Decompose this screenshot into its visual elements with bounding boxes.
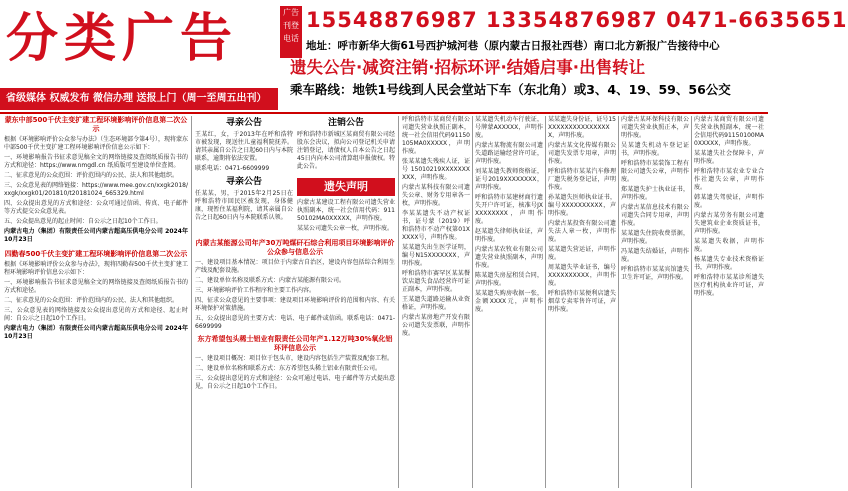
notice-paragraph: 内蒙古某科技有限公司遗失公章、财务专用章各一枚，声明作废。: [402, 184, 470, 207]
column-6: [621, 116, 689, 488]
notice-paragraph: 某某遗失社会保障卡，声明作废。: [694, 150, 764, 165]
notice-paragraph: 三、环境影响评价工作程序和主要工作内容。: [195, 287, 316, 294]
notice-paragraph: 呼和浩特市某农业专业合作社遗失公章，声明作废。: [694, 168, 764, 191]
notice-paragraph: 刘某某遗失教师资格证，证号2019XXXXXXXX，声明作废。: [475, 168, 543, 191]
notice-paragraph: 郑某遗失护士执业证书，声明作废。: [621, 186, 689, 201]
notice-paragraph: 某某遗失住院收费票据，声明作废。: [621, 230, 689, 245]
notice-paragraph: 赵某遗失律师执业证，声明作废。: [475, 228, 543, 243]
notice-paragraph: 二、建设单位名称和联系方式：东方希望包头稀土铝业有限责任公司。: [195, 365, 382, 372]
notice-paragraph: 根据《环境影响评价公众参与办法》，现将四勤春500千伏主变扩建工程环境影响评价信息公示如下：: [4, 261, 188, 276]
notice-heading: 注销公告: [327, 118, 364, 128]
notice-block: [195, 116, 293, 175]
notice-paragraph: 内蒙古某文化传媒有限公司遗失发票专用章，声明作废。: [548, 142, 616, 165]
column-1: [4, 116, 188, 488]
notice-paragraph: 五、公众提出意见的起止时间：自公示之日起10个工作日。: [4, 218, 162, 225]
notice-paragraph: 某某公司遗失公章一枚，声明作废。: [297, 225, 394, 232]
column-divider: [191, 116, 192, 488]
notice-heading: 四勤春500千伏主变扩建工程环境影响评价信息第二次公示: [4, 250, 188, 258]
notice-paragraph: 呼和浩特市某某汽车修理厂遗失税务登记证，声明作废。: [548, 168, 616, 191]
notice-paragraph: 一、建设项目基本情况：项目位于内蒙古自治区，建设内容包括综合利用生产线及配套设施。: [195, 259, 395, 274]
notice-paragraph: 一、环境影响报告书征求意见稿全文的网络链接及查阅纸质报告书的方式和途径。: [4, 279, 188, 294]
notice-paragraph: 内蒙古某房地产开发有限公司遗失发票联，声明作废。: [402, 314, 470, 337]
notice-paragraph: 韩某遗失驾驶证，声明作废。: [694, 194, 764, 209]
notice-paragraph: 呼和浩特市赛罕区某某餐饮店遗失食品经营许可证正副本，声明作废。: [402, 270, 470, 293]
side-box-line: 电话: [283, 34, 299, 43]
side-box-line: 刊登: [283, 21, 299, 30]
notice-paragraph: 李某某遗失不动产权证书，证号蒙（2019）呼和浩特市不动产权第01XXXXX号，声明作废。: [402, 210, 470, 241]
notice-paragraph: 五、公众提出意见的主要方式：电话、电子邮件或信函。联系电话：0471-6699999: [195, 315, 395, 330]
notice-heading: 东方希望包头稀土铝业有限责任公司年产1.12万吨30%氧化铝环评信息公示: [197, 335, 393, 352]
notice-paragraph: 呼和浩特市某某宾馆遗失卫生许可证，声明作废。: [621, 266, 689, 281]
notice-paragraph: 呼和浩特市新城区某商贸有限公司经股东会决议，拟向公司登记机关申请注销登记，请债权人自本公告之日起45日内向本公司清算组申报债权。特此公告。: [297, 131, 395, 170]
notice-paragraph: 某某遗失身份证，证号15XXXXXXXXXXXXXXXX，声明作废。: [548, 116, 616, 139]
notice-paragraph: 四、公众提出意见的方式和途径：公众可通过信函、传真、电子邮件等方式提交公众意见表。: [4, 200, 188, 215]
notice-heading: 寻亲公告: [225, 177, 262, 187]
notice-paragraph: 根据《环境影响评价公众参与办法》（生态环境部令第4号），现将蒙东中部500千伏主变扩建工程环境影响评价信息公示如下：: [4, 136, 188, 151]
notice-paragraph: 联系电话：0471-6609999: [195, 165, 270, 172]
brand-tagline: 省级媒体 权威发布 微信办理 送报上门（周一至周五出刊）: [0, 88, 278, 110]
column-2: [195, 116, 395, 488]
notice-heading: 寻亲公告: [225, 118, 262, 128]
column-divider: [691, 116, 692, 488]
notice-paragraph: 任某某，男，于2015年2月25日在呼和浩特市回民区被发现，身体健康，现暂住某福利院，请其亲属自公告之日起60日内与本院联系认领。: [195, 190, 293, 221]
notice-paragraph: 周某遗失毕业证书，编号XXXXXXXXXX，声明作废。: [548, 264, 616, 287]
notice-paragraph: 某某遗失营运证，声明作废。: [548, 246, 616, 261]
notice-paragraph: 一、建设项目概况：项目位于包头市，建设内容包括生产装置及配套工程。: [195, 355, 394, 362]
notice-paragraph: 陈某遗失房屋租赁合同，声明作废。: [475, 272, 543, 287]
column-divider: [472, 116, 473, 488]
column-divider: [618, 116, 619, 488]
masthead: [0, 0, 848, 114]
notice-paragraph: 三、公众意见表的网络链接：https://www.mee.gov.cn/xxgk2018/xxgk/xxgk01/201810/t20181024_665329.html: [4, 182, 188, 197]
column-7: [694, 116, 764, 488]
column-divider: [398, 116, 399, 488]
notice-paragraph: 三、公众提出意见的方式和途径：公众可通过电话、电子邮件等方式提出意见，自公示之日起10个工作日。: [195, 375, 395, 390]
notice-paragraph: 呼和浩特市某建材商行遗失开户许可证，核准号JXXXXXXXXX，声明作废。: [475, 194, 543, 225]
bus-route: 乘车路线：地铁1号线到人民会堂站下车（东北角）或3、4、19、59、56公交: [290, 82, 731, 97]
lost-statement-banner: 遗失声明: [297, 178, 395, 196]
notice-heading: 内蒙古某能源公司年产30万吨煤矸石综合利用项目环境影响评价公众参与信息公示: [195, 239, 395, 256]
notice-paragraph: 某某遗失出生医学证明，编号N15XXXXXXX，声明作废。: [402, 244, 470, 267]
notice-paragraph: 内蒙古某物流有限公司遗失道路运输经营许可证，声明作废。: [475, 142, 543, 165]
notice-paragraph: 内蒙古某投资有限公司遗失法人章一枚，声明作废。: [548, 220, 616, 243]
notice-block: [195, 175, 293, 235]
side-box: [280, 6, 302, 58]
notice-paragraph: 冯某遗失结婚证，声明作废。: [621, 248, 689, 263]
notice-paragraph: 内蒙古某商贸有限公司遗失营业执照副本，统一社会信用代码91150100MA0XXXXX，声明作废。: [694, 116, 764, 147]
notice-paragraph: 二、征求意见的公众范围：评价范围内的公民、法人和其他组织。: [4, 297, 179, 304]
notice-heading: 蒙东中部500千伏主变扩建工程环境影响评价信息第二次公示: [4, 116, 188, 133]
notice-paragraph: 呼和浩特市某某诊所遗失医疗机构执业许可证，声明作废。: [694, 274, 764, 297]
notice-paragraph: 吴某遗失机动车登记证书，声明作废。: [621, 142, 689, 157]
notice-paragraph: 呼和浩特市某便利店遗失烟草专卖零售许可证，声明作废。: [548, 290, 616, 313]
notice-signature: 内蒙古电力（集团）有限责任公司内蒙古超高压供电分公司 2024年10月23日: [4, 228, 188, 243]
notice-paragraph: 二、建设单位名称及联系方式：内蒙古某能源有限公司。: [195, 277, 346, 284]
notice-paragraph: 孙某遗失医师执业证书，编号XXXXXXXXXX，声明作废。: [548, 194, 616, 217]
column-3: [402, 116, 470, 488]
column-4: [475, 116, 543, 488]
notice-paragraph: 王某遗失道路运输从业资格证，声明作废。: [402, 296, 470, 311]
address: 地址：呼市新华大街61号西护城河巷（原内蒙古日报社西巷）南口北方新报广告接待中心: [306, 40, 720, 52]
notice-paragraph: 张某某遗失残疾人证，证号15010219XXXXXXXXXX，声明作废。: [402, 158, 470, 181]
notice-paragraph: 王某红，女，于2013年在呼和浩特市被发现，现送往儿童福利院抚养。请其亲属自公告之日起60日内与本院联系，逾期将依法安置。: [195, 131, 293, 162]
brand-title: 分类广告: [6, 8, 239, 69]
notice-paragraph: 内蒙古某建设工程有限公司遗失营业执照副本，统一社会信用代码：91150102MA0XXXXX，声明作废。: [297, 199, 395, 222]
slogan: 遗失公告·减资注销·招标环评·结婚启事·出售转让: [290, 58, 646, 77]
notice-paragraph: 杨某遗失专业技术资格证书，声明作废。: [694, 256, 764, 271]
notice-paragraph: 某某遗失收据，声明作废。: [694, 238, 764, 253]
notice-paragraph: 呼和浩特市某商贸有限公司遗失营业执照正副本，统一社会信用代码91150105MA0XXXXX，声明作废。: [402, 116, 470, 155]
notice-paragraph: 某某遗失购房收据一张，金额XXXX元，声明作废。: [475, 290, 543, 313]
notice-paragraph: 二、征求意见的公众范围：评价范围内的公民、法人和其他组织。: [4, 172, 179, 179]
notice-paragraph: 四、征求公众意见的主要事项：建设项目环境影响评价的范围和内容、有关环境保护对策措施。: [195, 297, 395, 312]
two-notices: [195, 116, 395, 175]
phone-numbers: 15548876987 13354876987 0471-6635651: [306, 8, 848, 32]
side-box-line: 广告: [283, 8, 299, 17]
two-notices: [195, 175, 395, 235]
notice-paragraph: 呼和浩特市某装饰工程有限公司遗失公章，声明作废。: [621, 160, 689, 183]
column-5: [548, 116, 616, 488]
notice-paragraph: 一、环境影响报告书征求意见稿全文的网络链接及查阅纸质报告书的方式和途径：https://www.nmgdl.cn 纸质版可至建设单位查阅。: [4, 154, 188, 169]
notice-paragraph: 某某遗失机动车行驶证，号牌蒙AXXXXX，声明作废。: [475, 116, 543, 139]
notice-block: [297, 175, 395, 235]
notice-signature: 内蒙古电力（集团）有限责任公司内蒙古超高压供电分公司 2024年10月23日: [4, 325, 188, 340]
notice-block: [297, 116, 395, 175]
column-divider: [545, 116, 546, 488]
notice-paragraph: 内蒙古某劳务有限公司遗失建筑业企业资质证书，声明作废。: [694, 212, 764, 235]
notice-paragraph: 内蒙古某信息技术有限公司遗失合同专用章，声明作废。: [621, 204, 689, 227]
notice-paragraph: 内蒙古某农牧业有限公司遗失营业执照副本，声明作废。: [475, 246, 543, 269]
notice-paragraph: 三、公众意见表的网络链接及公众提出意见的方式和途径、起止时间：自公示之日起10个工作日。: [4, 307, 188, 322]
notice-paragraph: 内蒙古某环保科技有限公司遗失营业执照正本，声明作废。: [621, 116, 689, 139]
